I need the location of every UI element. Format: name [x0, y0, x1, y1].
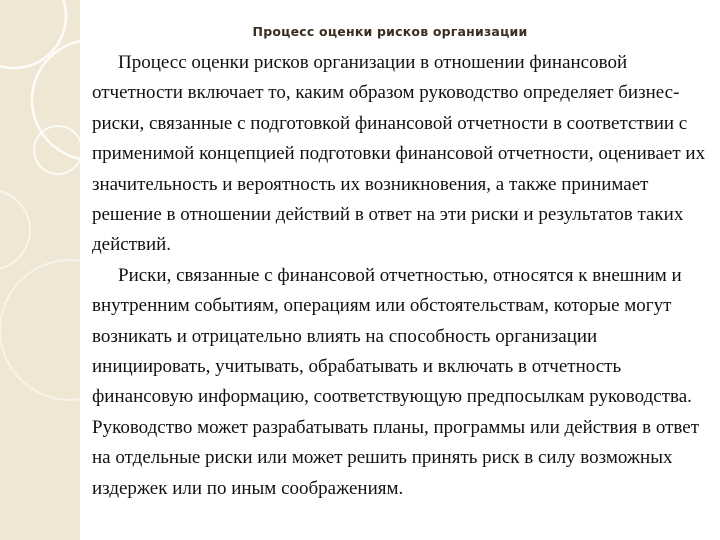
body-paragraph-2: Риски, связанные с финансовой отчетностью, относятся к внешним и внутренним событиям, операциям или обстоятельствам, которые могут возникать и отрицательно влиять на способность организации инициировать, учитывать, обрабатывать и включать в отчетность финансовую информацию, соответствующую предпосылкам руководства. Руководство может разрабатывать планы, программы или действия в ответ на отдельные риски или может решить принять риск в силу возможных издержек или по иным соображениям. — [92, 264, 700, 499]
slide-title: Процесс оценки рисков организации — [252, 24, 528, 39]
decorative-circles — [0, 0, 80, 540]
body-paragraph-1: Процесс оценки рисков организации в отношении финансовой отчетности включает то, каким образом руководство определяет бизнес-риски, связанные с подготовкой финансовой отчетности в соответствии с применимой концепцией подготовки финансовой отчетности, оценивает их значительность и вероятность их возникновения, а также принимает решение в отношении действий в ответ на эти риски и результатов таких действий. — [92, 52, 706, 256]
slide-body — [92, 48, 712, 504]
decorative-sidebar — [0, 0, 80, 540]
